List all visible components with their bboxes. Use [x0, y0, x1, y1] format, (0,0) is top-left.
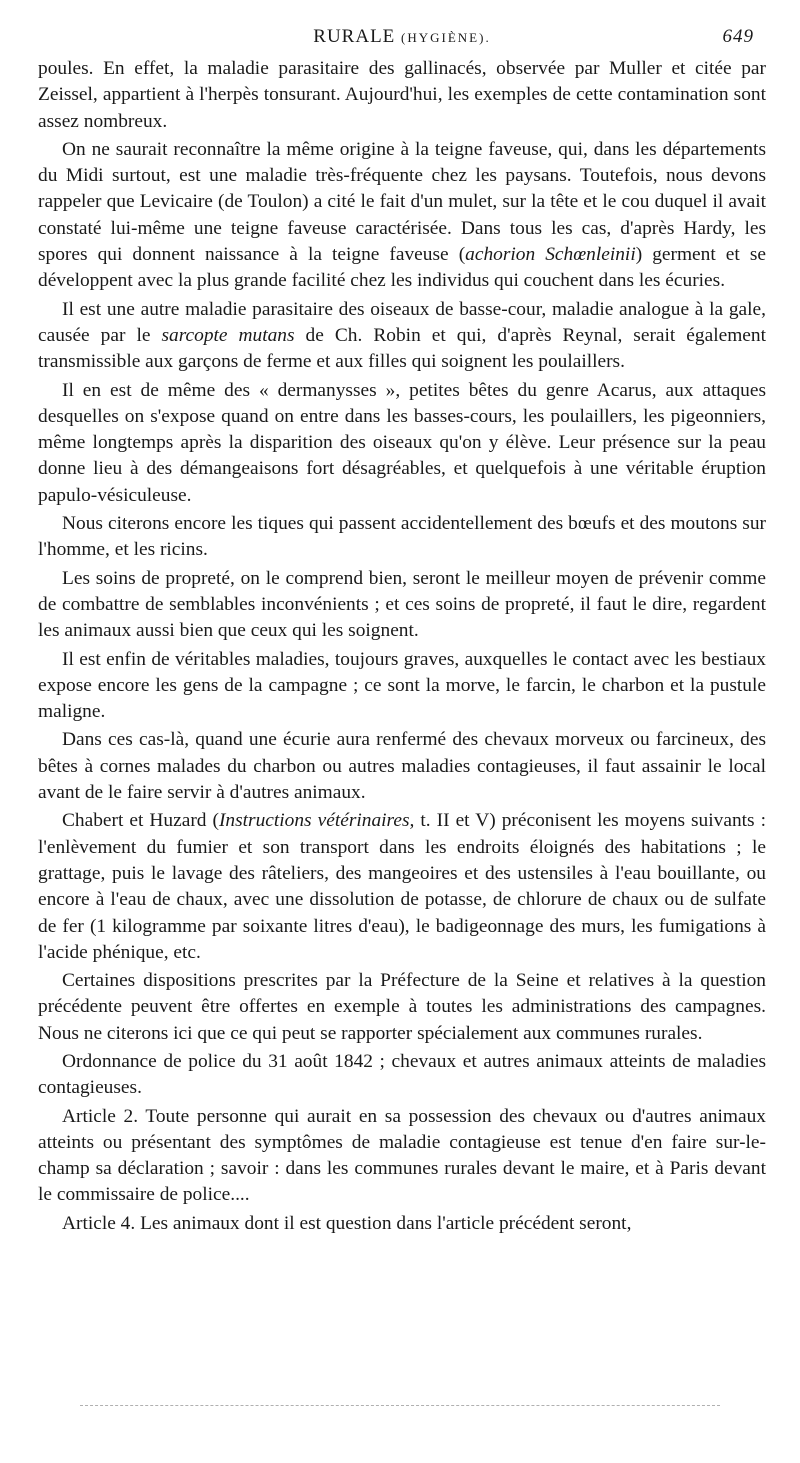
- paragraph: Il est enfin de véritables maladies, toujours graves, auxquelles le contact avec les bestiaux expose encore les gens de la campagne ; ce sont la morve, le farcin, le charbon et la pustule maligne.: [38, 648, 766, 723]
- running-title-sub: (HYGIÈNE).: [401, 30, 491, 45]
- paragraph: Certaines dispositions prescrites par la Préfecture de la Seine et relatives à la question précédente peuvent être offertes en exemple à toutes les administrations des campagnes. Nous ne citerons ici que ce qui peut se rapporter spécialement aux communes rurales.: [38, 970, 766, 1044]
- paragraph: Dans ces cas-là, quand une écurie aura renfermé des chevaux morveux ou farcineux, des bêtes à cornes malades du charbon ou autres maladies contagieuses, il faut assainir le local avant de le faire servir à d'autres animaux.: [38, 729, 766, 804]
- paragraph: Nous citerons encore les tiques qui passent accidentellement des bœufs et des moutons sur l'homme, et les ricins.: [38, 513, 766, 561]
- running-title: [38, 26, 766, 48]
- italic-term: sarcopte mutans: [161, 324, 295, 346]
- running-head: [38, 26, 766, 56]
- page-number: 649: [722, 26, 754, 47]
- paragraph: Chabert et Huzard (Instructions vétérinaires, t. II et V) préconisent les moyens suivants : l'enlèvement du fumier et son transport dans les endroits éloignés des habitations ; le grattage, puis le lavage des râteliers, des mangeoires et des ustensiles à l'eau bouillante, ou encore à l'eau de chaux, avec une dissolution de potasse, de chlorure de chaux ou de sulfate de fer (1 kilogramme par soixante litres d'eau), le badigeonnage des murs, les fumigations à l'acide phénique, etc.: [38, 810, 766, 963]
- paragraph: Il est une autre maladie parasitaire des oiseaux de basse-cour, maladie analogue à la gale, causée par le sarcopte mutans de Ch. Robin et qui, d'après Reynal, serait également transmissible aux garçons de ferme et aux filles qui soignent les poulaillers.: [38, 298, 766, 373]
- paragraph: poules. En effet, la maladie parasitaire des gallinacés, observée par Muller et citée par Zeissel, appartient à l'herpès tonsurant. Aujourd'hui, les exemples de cette contamination sont assez nombreux.: [38, 58, 766, 132]
- paragraph: On ne saurait reconnaître la même origine à la teigne faveuse, qui, dans les départements du Midi surtout, est une maladie très-fréquente chez les paysans. Toutefois, nous devons rappeler que Levicaire (de Toulon) a cité le fait d'un mulet, sur la tête et le cou duquel il avait constaté lui-même une teigne faveuse caractérisée. Dans tous les cas, d'après Hardy, les spores qui donnent naissance à la teigne faveuse (achorion Schœnleinii) germent et se développent avec la plus grande facilité chez les individus qui couchent dans les écuries.: [38, 138, 766, 292]
- italic-term: achorion Schœnleinii: [465, 244, 636, 266]
- footer-rule: [80, 1405, 720, 1406]
- running-title-main: RURALE: [313, 26, 396, 47]
- italic-term: Instructions vétérinaires,: [218, 810, 415, 832]
- paragraph: Article 4. Les animaux dont il est question dans l'article précédent seront,: [62, 1212, 632, 1234]
- paragraph: Article 2. Toute personne qui aurait en sa possession des chevaux ou d'autres animaux atteints ou présentant des symptômes de maladie contagieuse est tenue d'en faire sur-le-champ sa déclaration ; savoir : dans les communes rurales devant le maire, et à Paris devant le commissaire de police....: [38, 1105, 766, 1206]
- book-page: [38, 26, 766, 1239]
- paragraph: Les soins de propreté, on le comprend bien, seront le meilleur moyen de prévenir comme de combattre de semblables inconvénients ; et ces soins de propreté, il faut le dire, regardent les animaux aussi bien que ceux qui les soignent.: [38, 567, 766, 642]
- body-text: [38, 56, 766, 1237]
- paragraph: Il en est de même des « dermanysses », petites bêtes du genre Acarus, aux attaques desquelles on s'expose quand on entre dans les basses-cours, les poulaillers, les pigeonniers, même longtemps après la disparition des oiseaux qu'on y élève. Leur présence sur la peau donne lieu à des démangeaisons fort désagréables, et quelquefois à une véritable éruption papulo-vésiculeuse.: [38, 379, 766, 506]
- paragraph: Ordonnance de police du 31 août 1842 ; chevaux et autres animaux atteints de maladies contagieuses.: [38, 1050, 766, 1099]
